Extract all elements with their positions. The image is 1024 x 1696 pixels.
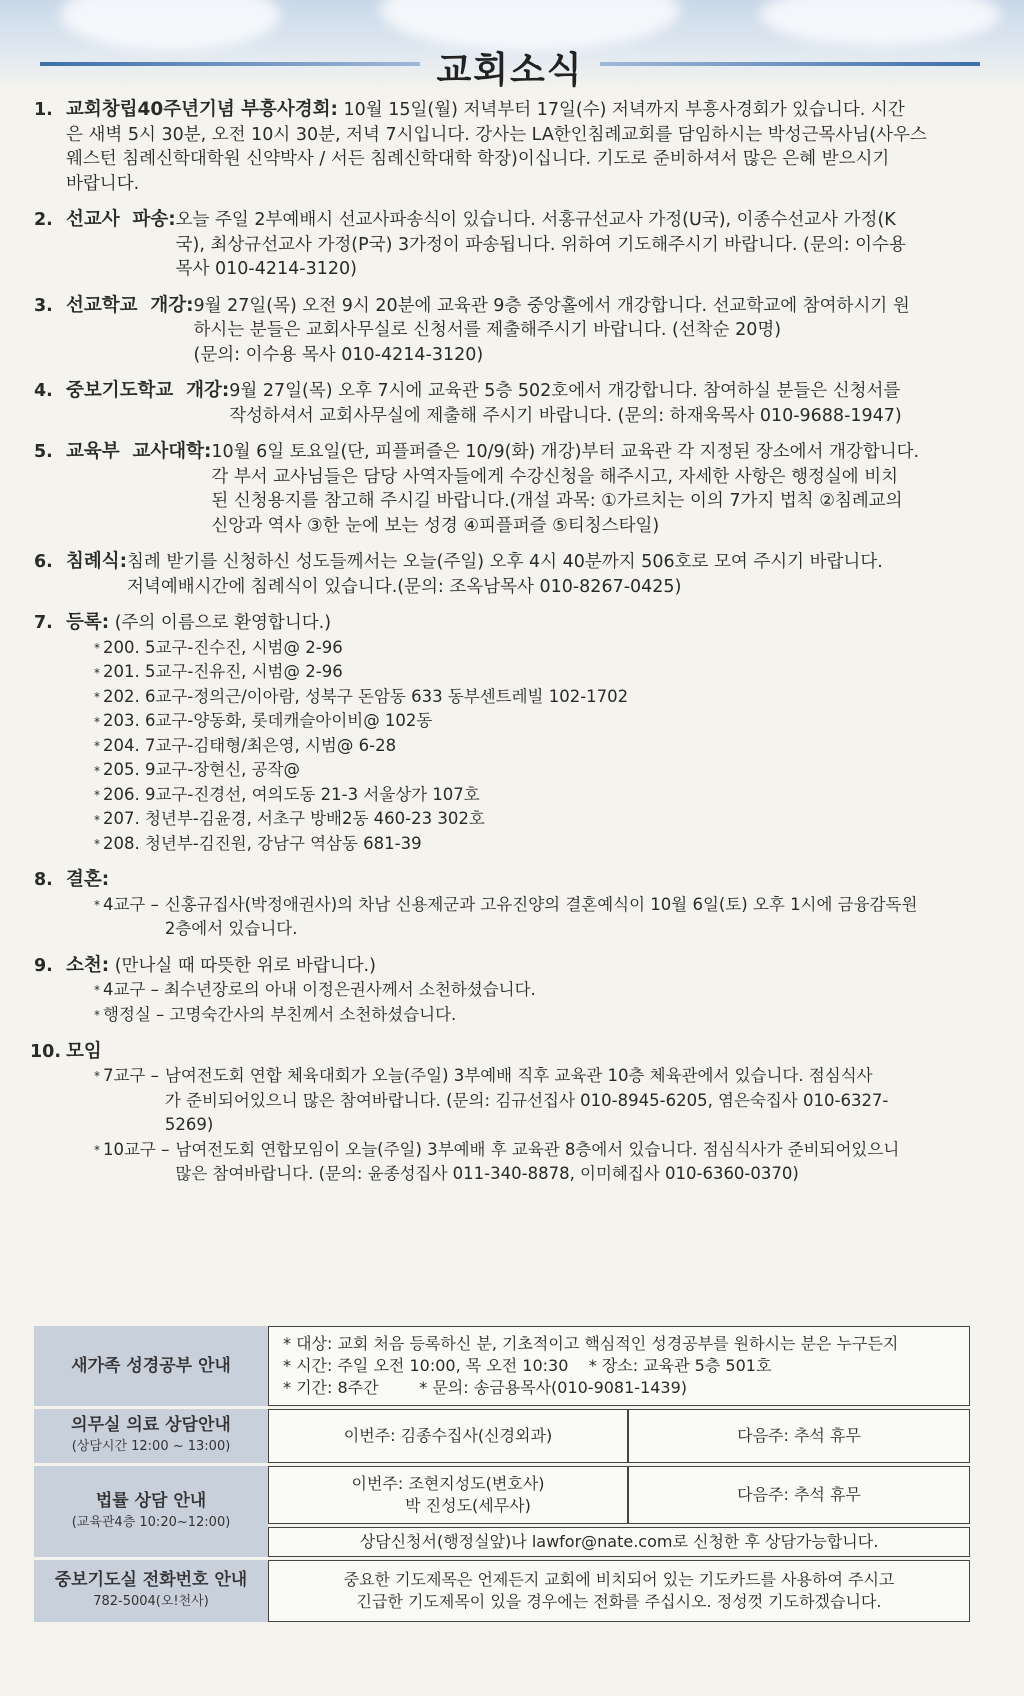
item-text: 작성하셔서 교회사무실에 제출해 주시기 바랍니다. (문의: 하재욱목사 010-9688-1947) xyxy=(229,405,902,426)
bible-study-cell xyxy=(268,1326,970,1406)
item-text: 9월 27일(목) 오전 9시 20분에 교육관 9층 중앙홀에서 개강합니다. 선교학교에 참여하시기 원 xyxy=(193,295,910,316)
legal-counselor-1: 이번주: 조현지성도(변호사) xyxy=(351,1474,545,1493)
page-header xyxy=(40,38,980,91)
item-heading: 결혼: xyxy=(66,869,110,890)
item-text: 저녁예배시간에 침례식이 있습니다.(문의: 조옥남목사 010-8267-0425) xyxy=(127,576,682,597)
item-text: 된 신청용지를 참고해 주시길 바랍니다.(개설 과목: ①가르치는 이의 7가지 법칙 ②침례교의 xyxy=(211,491,903,511)
list-item: * 205. 9교구-장현신, 공작@ xyxy=(94,760,300,779)
item-text: 목사 010-4214-3120) xyxy=(175,259,357,279)
list-item: * 204. 7교구-김태형/최은영, 시범@ 6-28 xyxy=(94,735,397,755)
header-rule-left xyxy=(40,62,420,66)
item-text: 각 부서 교사님들은 담당 사역자들에게 수강신청을 해주시고, 자세한 사항은 행정실에 비치 xyxy=(211,466,899,487)
list-item: * 202. 6교구-정의근/이아람, 성북구 돈암동 633 동부센트레빌 102-1702 xyxy=(94,686,629,706)
news-item xyxy=(34,208,974,282)
item-number: 9. xyxy=(34,955,53,976)
prayer-label xyxy=(34,1560,268,1622)
legal-next-week: 다음주: 추석 휴무 xyxy=(628,1466,970,1524)
condolence-section xyxy=(34,954,974,1028)
list-item: * 206. 9교구-진경선, 여의도동 21-3 서울상가 107호 xyxy=(94,784,480,804)
medical-next-week: 다음주: 추석 휴무 xyxy=(628,1409,970,1463)
wedding-section xyxy=(34,868,974,942)
item-note: (만나실 때 따뜻한 위로 바랍니다.) xyxy=(114,955,376,976)
item-number: 2. xyxy=(34,210,53,230)
prayer-text: 중요한 기도제목은 언제든지 교회에 비치되어 있는 기도카드를 사용하여 주시고 xyxy=(343,1570,895,1589)
bible-study-label: 새가족 성경공부 안내 xyxy=(34,1326,268,1406)
item-text: 침례 받기를 신청하신 성도들께서는 오늘(주일) 오후 4시 40분까지 506호로 모여 주시기 바랍니다. xyxy=(127,552,883,572)
list-item: * 4교구 – 최수년장로의 아내 이정은권사께서 소천하셨습니다. xyxy=(94,980,536,999)
item-heading: 등록: xyxy=(66,612,110,633)
item-text: 웨스턴 침례신학대학원 신약박사 / 서든 침례신학대학 학장)이십니다. 기도로 준비하셔서 많은 은혜 받으시기 xyxy=(66,149,890,169)
medical-hours: (상담시간 12:00 ~ 13:00) xyxy=(71,1439,231,1454)
item-heading: 침례식: xyxy=(66,551,128,572)
legal-title: 법률 상담 안내 xyxy=(95,1490,207,1511)
news-item xyxy=(34,440,974,538)
legal-hours: (교육관4층 10:20~12:00) xyxy=(71,1514,231,1530)
registration-section xyxy=(34,611,974,856)
bible-period-row xyxy=(283,1377,955,1399)
item-number: 1. xyxy=(34,100,53,120)
item-number: 3. xyxy=(34,295,53,316)
page-title: 교회소식 xyxy=(436,50,584,91)
item-text: 은 새벽 5시 30분, 오전 10시 30분, 저녁 7시입니다. 강사는 LA한인침례교회를 담임하시는 박성근목사님(사우스 xyxy=(66,124,927,145)
list-item: * 207. 청년부-김윤경, 서초구 방배2동 460-23 302호 xyxy=(94,809,485,828)
bible-time-row xyxy=(283,1355,955,1377)
legal-counselor-2: 박 진성도(세무사) xyxy=(405,1496,531,1515)
item-text: 오늘 주일 2부예배시 선교사파송식이 있습니다. 서홍규선교사 가정(U국), 이종수선교사 가정(K xyxy=(175,210,896,230)
item-heading: 모임 xyxy=(66,1040,102,1062)
news-item xyxy=(34,379,974,428)
bible-contact: * 문의: 송금용목사(010-9081-1439) xyxy=(419,1378,688,1397)
table-row xyxy=(34,1326,970,1406)
item-text: 국), 최상규선교사 가정(P국) 3가정이 파송됩니다. 위하여 기도해주시기 바랍니다. (문의: 이수용 xyxy=(175,234,906,255)
list-item: * 10교구 – 남여전도회 연합모임이 오늘(주일) 3부예배 후 교육관 8층에서 있습니다. 점심식사가 준비되어있으니 많은 참여바랍니다. (문의: 윤종성집사 011-340-8878, 이미혜집사 010-6360-0370) xyxy=(94,1139,900,1183)
list-item: * 200. 5교구-진수진, 시범@ 2-96 xyxy=(94,637,343,657)
meeting-section xyxy=(30,1040,974,1187)
list-item: * 행정실 – 고명숙간사의 부친께서 소천하셨습니다. xyxy=(94,1004,457,1024)
item-text: 9월 27일(목) 오후 7시에 교육관 5층 502호에서 개강합니다. 참여하실 분들은 신청서를 xyxy=(229,381,901,401)
item-heading: 중보기도학교 개강: xyxy=(66,380,230,401)
table-row xyxy=(34,1466,970,1524)
news-item xyxy=(34,550,974,599)
list-item: * 7교구 – 남여전도회 연합 체육대회가 오늘(주일) 3부예배 직후 교육관 10층 체육관에서 있습니다. 점심식사 가 준비되어있으니 많은 참여바랍니다. (문의: 김규선집사 010-8945-6205, 염은숙집사 010-6327- 5269) xyxy=(94,1066,889,1134)
item-text: 신앙과 역사 ③한 눈에 보는 성경 ④피플퍼즐 ⑤티칭스타일) xyxy=(211,515,660,536)
bible-period: * 기간: 8주간 xyxy=(283,1378,379,1397)
legal-this-week xyxy=(268,1466,628,1524)
item-text: (문의: 이수용 목사 010-4214-3120) xyxy=(193,344,484,365)
legal-label xyxy=(34,1466,268,1557)
item-text: 10월 15일(월) 저녁부터 17일(수) 저녁까지 부흥사경회가 있습니다. 시간 xyxy=(343,100,905,120)
table-row xyxy=(34,1560,970,1622)
item-heading: 소천: xyxy=(66,954,110,976)
item-heading: 선교학교 개강: xyxy=(66,294,194,316)
legal-footer: 상담신청서(행정실앞)나 lawfor@nate.com로 신청한 후 상담가능합니다. xyxy=(268,1527,970,1557)
medical-title: 의무실 의료 상담안내 xyxy=(71,1415,231,1435)
prayer-text: 긴급한 기도제목이 있을 경우에는 전화를 주십시오. 정성껏 기도하겠습니다. xyxy=(356,1592,882,1611)
list-item: * 4교구 – 신홍규집사(박정애권사)의 차남 신용제군과 고유진양의 결혼예식이 10월 6일(토) 오후 1시에 금융감독원 2층에서 있습니다. xyxy=(94,894,918,938)
bible-time: * 시간: 주일 오전 10:00, 목 오전 10:30 xyxy=(283,1356,569,1375)
list-item: * 208. 청년부-김진원, 강남구 역삼동 681-39 xyxy=(94,833,422,853)
medical-this-week: 이번주: 김종수집사(신경외과) xyxy=(268,1409,628,1463)
item-text: 10월 6일 토요일(단, 피플퍼즐은 10/9(화) 개강)부터 교육관 각 지정된 장소에서 개강합니다. xyxy=(211,442,920,462)
item-number: 6. xyxy=(34,552,53,572)
news-item xyxy=(34,98,974,196)
header-rule-right xyxy=(600,62,980,66)
item-heading: 교회창립40주년기념 부흥사경회: xyxy=(66,99,338,120)
item-heading: 교육부 교사대학: xyxy=(66,441,212,462)
table-row xyxy=(34,1409,970,1463)
prayer-cell xyxy=(268,1560,970,1622)
item-text: 바랍니다. xyxy=(66,173,140,194)
medical-label xyxy=(34,1409,268,1463)
list-item: * 201. 5교구-진유진, 시범@ 2-96 xyxy=(94,662,343,681)
item-number: 5. xyxy=(34,442,53,462)
item-note: (주의 이름으로 환영합니다.) xyxy=(114,613,332,633)
list-item: * 203. 6교구-양동화, 롯데캐슬아이비@ 102동 xyxy=(94,711,433,730)
bible-target: * 대상: 교회 처음 등록하신 분, 기초적이고 핵심적인 성경공부를 원하시는 분은 누구든지 xyxy=(283,1334,899,1353)
news-item xyxy=(34,294,974,368)
item-number: 8. xyxy=(34,870,53,890)
bible-place: * 장소: 교육관 5층 501호 xyxy=(588,1356,772,1375)
item-heading: 선교사 파송: xyxy=(66,209,176,230)
prayer-title: 중보기도실 전화번호 안내 xyxy=(54,1570,248,1590)
item-number: 10. xyxy=(30,1041,62,1062)
item-text: 하시는 분들은 교회사무실로 신청서를 제출해주시기 바랍니다. (선착순 20명) xyxy=(193,320,782,340)
item-number: 7. xyxy=(34,613,53,633)
info-table xyxy=(34,1323,970,1625)
news-list xyxy=(30,98,974,1199)
item-number: 4. xyxy=(34,381,53,401)
prayer-phone: 782-5004(오!천사) xyxy=(93,1594,209,1609)
